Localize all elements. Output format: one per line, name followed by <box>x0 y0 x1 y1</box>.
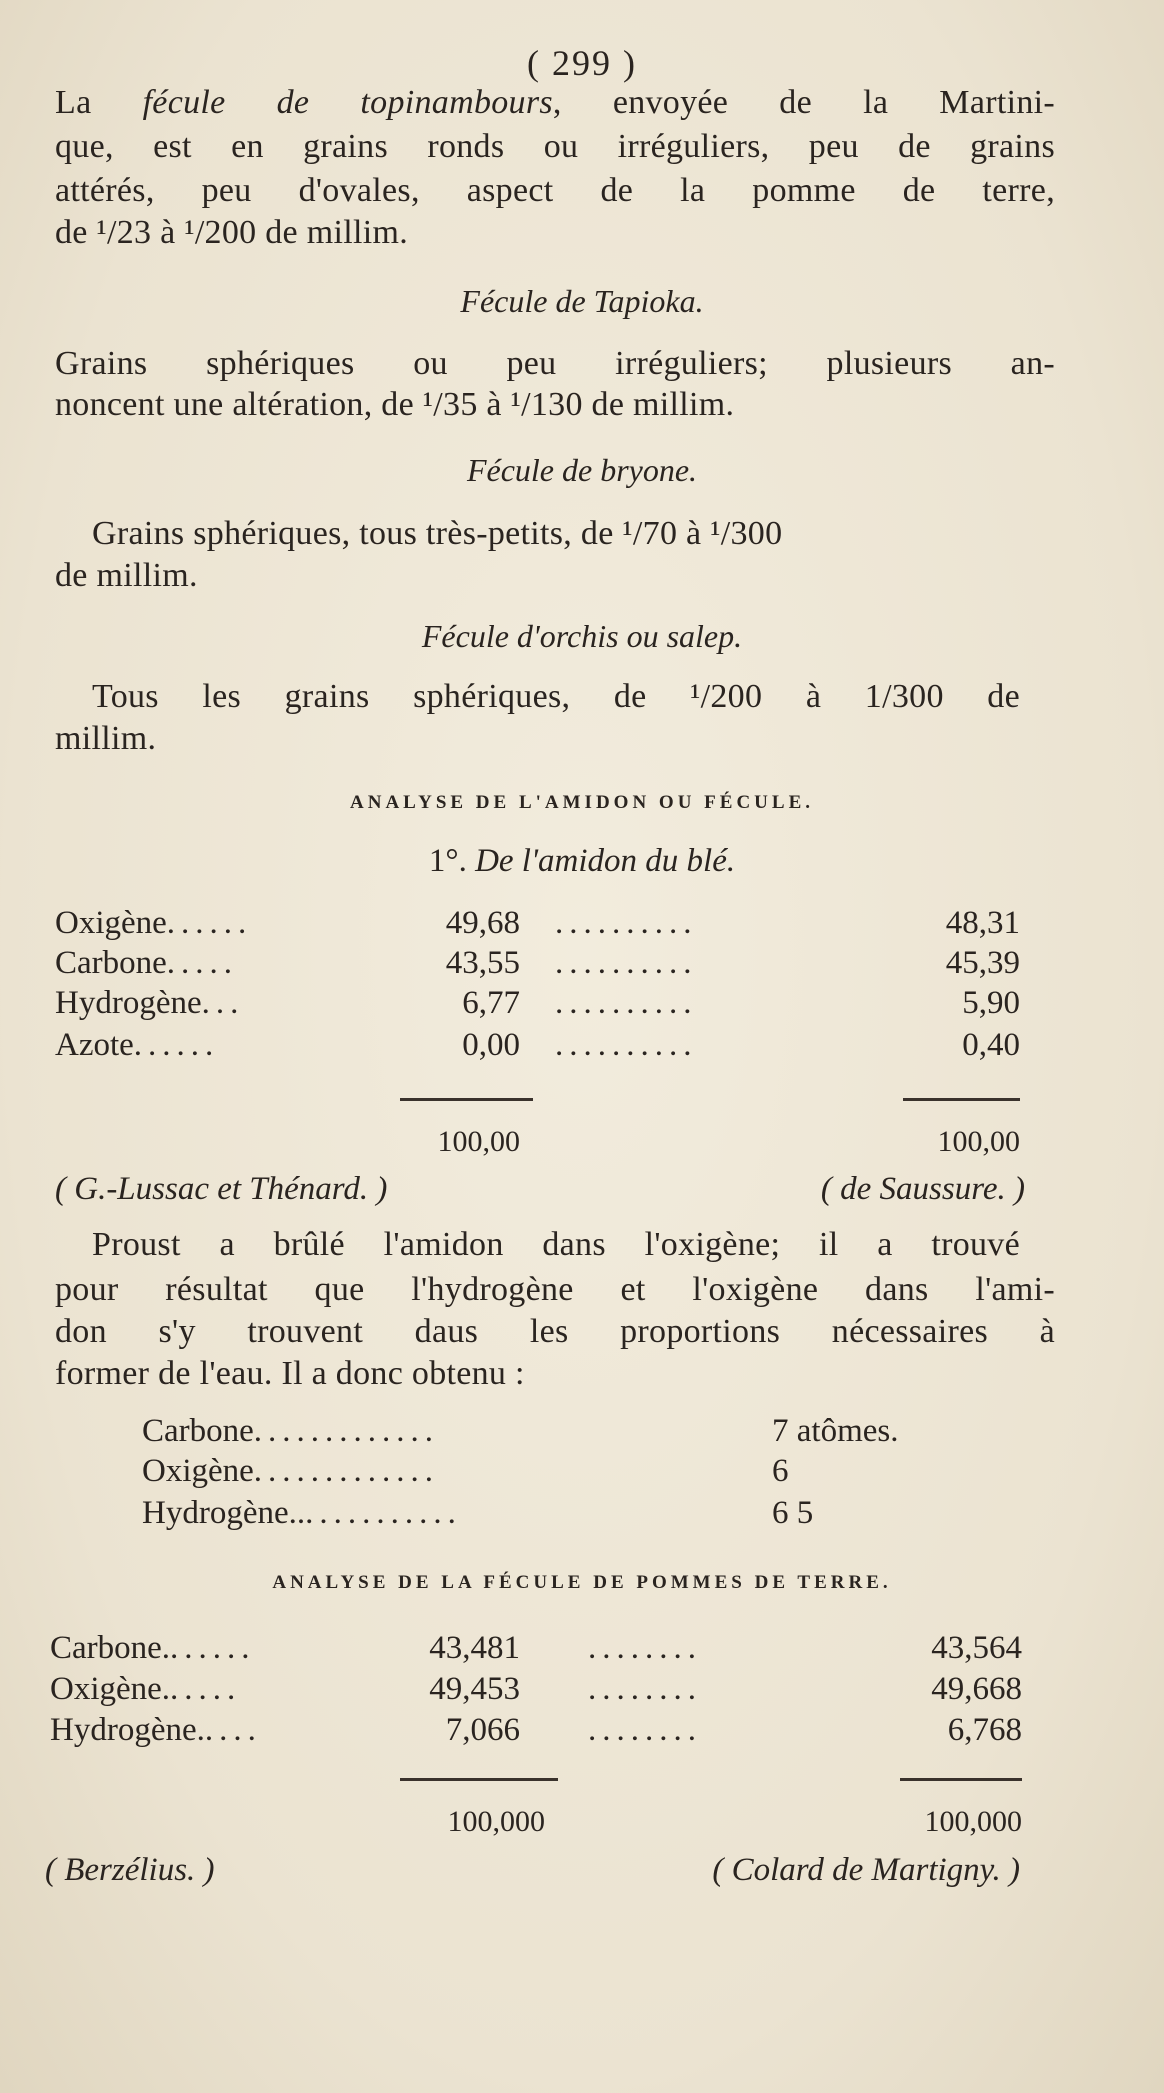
para1-line4: de ¹/23 à ¹/200 de millim. <box>55 214 409 251</box>
atom-value: 6 <box>772 1453 789 1489</box>
page-number: ( 299 ) <box>527 43 637 83</box>
table-row-label: Azote...... <box>55 1027 220 1063</box>
sum-rule <box>900 1778 1022 1781</box>
heading-analyse-pomme: ANALYSE DE LA FÉCULE DE POMMES DE TERRE. <box>272 1572 892 1593</box>
para-proust-line4: former de l'eau. Il a donc obtenu : <box>55 1355 525 1392</box>
source-a: ( Berzélius. ) <box>45 1852 215 1888</box>
table-row-label: Carbone....... <box>50 1630 256 1666</box>
atom-label: Carbone............. <box>142 1413 440 1449</box>
para-proust-line1: Proust a brûlé l'amidon dans l'oxigène; il a trouvé <box>92 1226 1020 1263</box>
para-orchis-line1: Tous les grains sphériques, de ¹/200 à 1/300 de <box>92 678 1020 715</box>
para1-line1: La fécule de topinambours, envoyée de la Martini- <box>55 84 1056 121</box>
table-cell-b: 45,39 <box>945 945 1020 981</box>
para-bryone-line2: de millim. <box>55 557 198 594</box>
table-cell-b: 49,668 <box>931 1671 1022 1707</box>
table-row-label: Oxigène...... <box>50 1671 242 1707</box>
source-a: ( G.-Lussac et Thénard. ) <box>55 1171 388 1207</box>
table-cell-a: 49,68 <box>445 905 520 941</box>
heading-orchis: Fécule d'orchis ou salep. <box>421 618 743 654</box>
table-row-label: Carbone..... <box>55 945 239 981</box>
atom-label: Hydrogène............. <box>142 1495 462 1531</box>
table-cell-b: 43,564 <box>931 1630 1022 1666</box>
sum-rule <box>400 1098 533 1101</box>
table-cell-a: 43,55 <box>445 945 520 981</box>
table-dots: ........ <box>588 1630 702 1666</box>
total-b: 100,00 <box>937 1125 1020 1158</box>
table-cell-b: 5,90 <box>962 985 1020 1021</box>
table-dots: .......... <box>555 1027 698 1063</box>
table-dots: ........ <box>588 1712 702 1748</box>
para1-line2: que, est en grains ronds ou irréguliers, peu de grains <box>55 128 1055 165</box>
table-cell-b: 48,31 <box>945 905 1020 941</box>
heading-tapioka: Fécule de Tapioka. <box>460 283 704 319</box>
para-orchis-line2: millim. <box>55 720 157 757</box>
table-row-label: Hydrogène..... <box>50 1712 262 1748</box>
para1-line3: attérés, peu d'ovales, aspect de la pomme de terre, <box>55 172 1055 209</box>
table-dots: .......... <box>555 945 698 981</box>
table-cell-a: 6,77 <box>462 985 520 1021</box>
table-row-label: Oxigène...... <box>55 905 253 941</box>
source-b: ( de Saussure. ) <box>820 1171 1025 1207</box>
para-bryone-line1: Grains sphériques, tous très-petits, de ¹/70 à ¹/300 <box>92 515 783 552</box>
sum-rule <box>400 1778 558 1781</box>
total-b: 100,000 <box>924 1805 1022 1838</box>
para-proust-line2: pour résultat que l'hydrogène et l'oxigène dans l'ami- <box>55 1271 1055 1308</box>
table-dots: ........ <box>588 1671 702 1707</box>
table-cell-a: 7,066 <box>445 1712 520 1748</box>
heading-bryone: Fécule de bryone. <box>466 452 698 488</box>
atom-value: 6 5 <box>772 1495 814 1531</box>
sum-rule <box>903 1098 1020 1101</box>
para-tapioka-line1: Grains sphériques ou peu irréguliers; plusieurs an- <box>55 345 1055 382</box>
para-proust-line3: don s'y trouvent daus les proportions nécessaires à <box>55 1313 1055 1350</box>
heading-analyse-amidon: ANALYSE DE L'AMIDON OU FÉCULE. <box>350 792 814 813</box>
atom-value: 7 atômes. <box>772 1413 899 1449</box>
table-row-label: Hydrogène... <box>55 985 245 1021</box>
table-dots: .......... <box>555 985 698 1021</box>
source-b: ( Colard de Martigny. ) <box>712 1852 1020 1888</box>
table-cell-a: 49,453 <box>429 1671 520 1707</box>
atom-label: Oxigène............. <box>142 1453 440 1489</box>
table-cell-b: 6,768 <box>947 1712 1022 1748</box>
table-cell-a: 0,00 <box>462 1027 520 1063</box>
subheading-ble: 1°. De l'amidon du blé. <box>428 843 736 879</box>
total-a: 100,00 <box>437 1125 520 1158</box>
para-tapioka-line2: noncent une altération, de ¹/35 à ¹/130 de millim. <box>55 386 735 423</box>
total-a: 100,000 <box>447 1805 545 1838</box>
table-dots: .......... <box>555 905 698 941</box>
table-cell-a: 43,481 <box>429 1630 520 1666</box>
table-cell-b: 0,40 <box>962 1027 1020 1063</box>
